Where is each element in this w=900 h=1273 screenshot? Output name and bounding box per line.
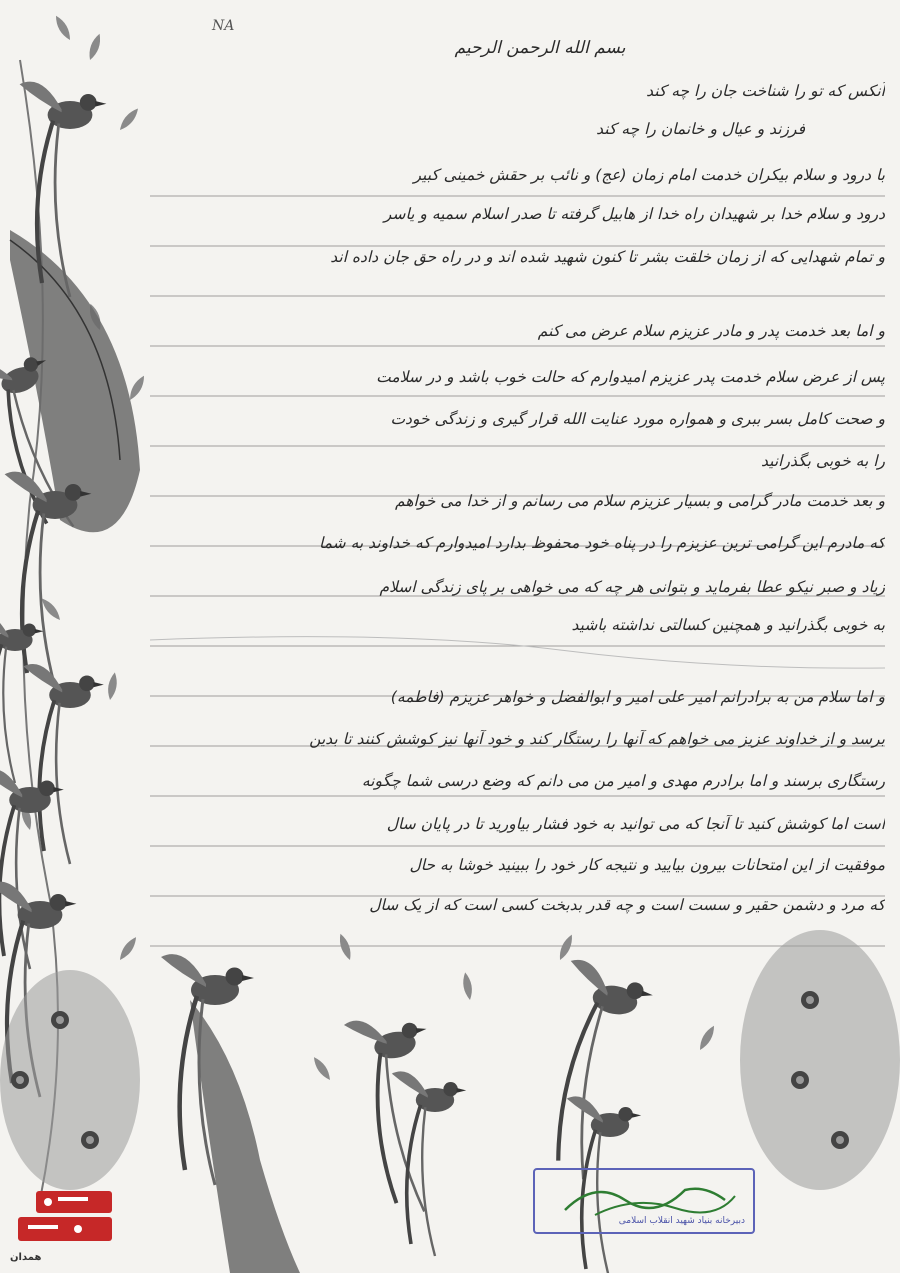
letter-line: رستگاری برسند و اما برادرم مهدی و امیر من می دانم که وضع درسی شما چگونه <box>361 772 885 790</box>
floral-bush-left <box>0 970 140 1190</box>
letter-line: و اما سلام من به برادرانم امیر علی امیر و ابوالفضل و خواهر عزیزم (فاطمه) <box>390 688 885 706</box>
letter-line: که مادرم این گرامی ترین عزیزم را در پناه خود محفوظ بدارد امیدوارم که خداوند به شما <box>318 534 885 552</box>
stamp-text: دبیرخانه بنیاد شهید انقلاب اسلامی <box>618 1216 745 1226</box>
floral-bush-right <box>740 930 900 1190</box>
letter-line: پس از عرض سلام خدمت پدر عزیزم امیدوارم که حالت خوب باشد و در سلامت <box>376 368 885 386</box>
letter-line: فرزند و عیال و خانمان را چه کند <box>596 120 805 138</box>
peacock-tail-bottom <box>190 1000 300 1273</box>
letter-line: را به خوبی بگذرانید <box>761 452 885 470</box>
letter-line: بسم الله الرحمن الرحیم <box>454 38 626 58</box>
watermark-caption: همدان <box>10 1252 42 1263</box>
letter-line: است اما کوشش کنید تا آنجا که می توانید به خود فشار بیاورید تا در پایان سال <box>386 815 885 833</box>
corner-note: NA <box>212 18 235 34</box>
bird-ornament <box>0 614 44 783</box>
letter-line: به خوبی بگذرانید و همچنین کسالتی نداشته باشید <box>571 616 885 634</box>
letter-line: و صحت کامل بسر ببری و همواره مورد عنایت الله قرار گیری و زندگی خودت <box>390 410 885 428</box>
leaf-cluster <box>311 932 718 1082</box>
bird-ornament <box>23 664 104 864</box>
letter-line: و تمام شهدایی که از زمان خلقت بشر تا کنون شهید شده اند و در راه حق جان داده اند <box>330 248 885 266</box>
letter-line: با درود و سلام بیکران خدمت امام زمان (عج) و نائب بر حقش خمینی کبیر <box>413 166 885 184</box>
letter-line: آنکس که تو را شناخت جان را چه کند <box>646 82 885 100</box>
letter-line: موفقیت از این امتحانات بیرون بیایید و نتیجه کار خود را ببینید خوشا به حال <box>409 856 885 874</box>
letter-line: که مرد و دشمن حقیر و سست است و چه قدر بدبخت کسی است که از یک سال <box>369 896 885 914</box>
letter-line: و اما بعد خدمت پدر و مادر عزیزم سلام عرض می کنم <box>537 322 885 340</box>
letter-line: برسد و از خداوند عزیز می خواهم که آنها را رستگار کند و خود آنها نیز کوشش کنند تا بدین <box>309 730 885 748</box>
bird-ornament <box>344 1009 458 1220</box>
signature-icon <box>535 1170 757 1236</box>
letter-line: زیاد و صبر نیکو عطا بفرماید و بتوانی هر چه که می خواهی بر پای زندگی اسلام <box>379 578 885 596</box>
bird-ornament <box>534 958 657 1185</box>
letter-line: و بعد خدمت مادر گرامی و بسیار عزیزم سلام می رسانم و از خدا می خواهم <box>395 492 885 510</box>
letter-line: درود و سلام خدا بر شهیدان راه خدا از هابیل گرفته تا صدر اسلام سمیه و یاسر <box>383 205 885 223</box>
bird-ornament <box>392 1071 466 1256</box>
official-stamp <box>533 1168 755 1234</box>
